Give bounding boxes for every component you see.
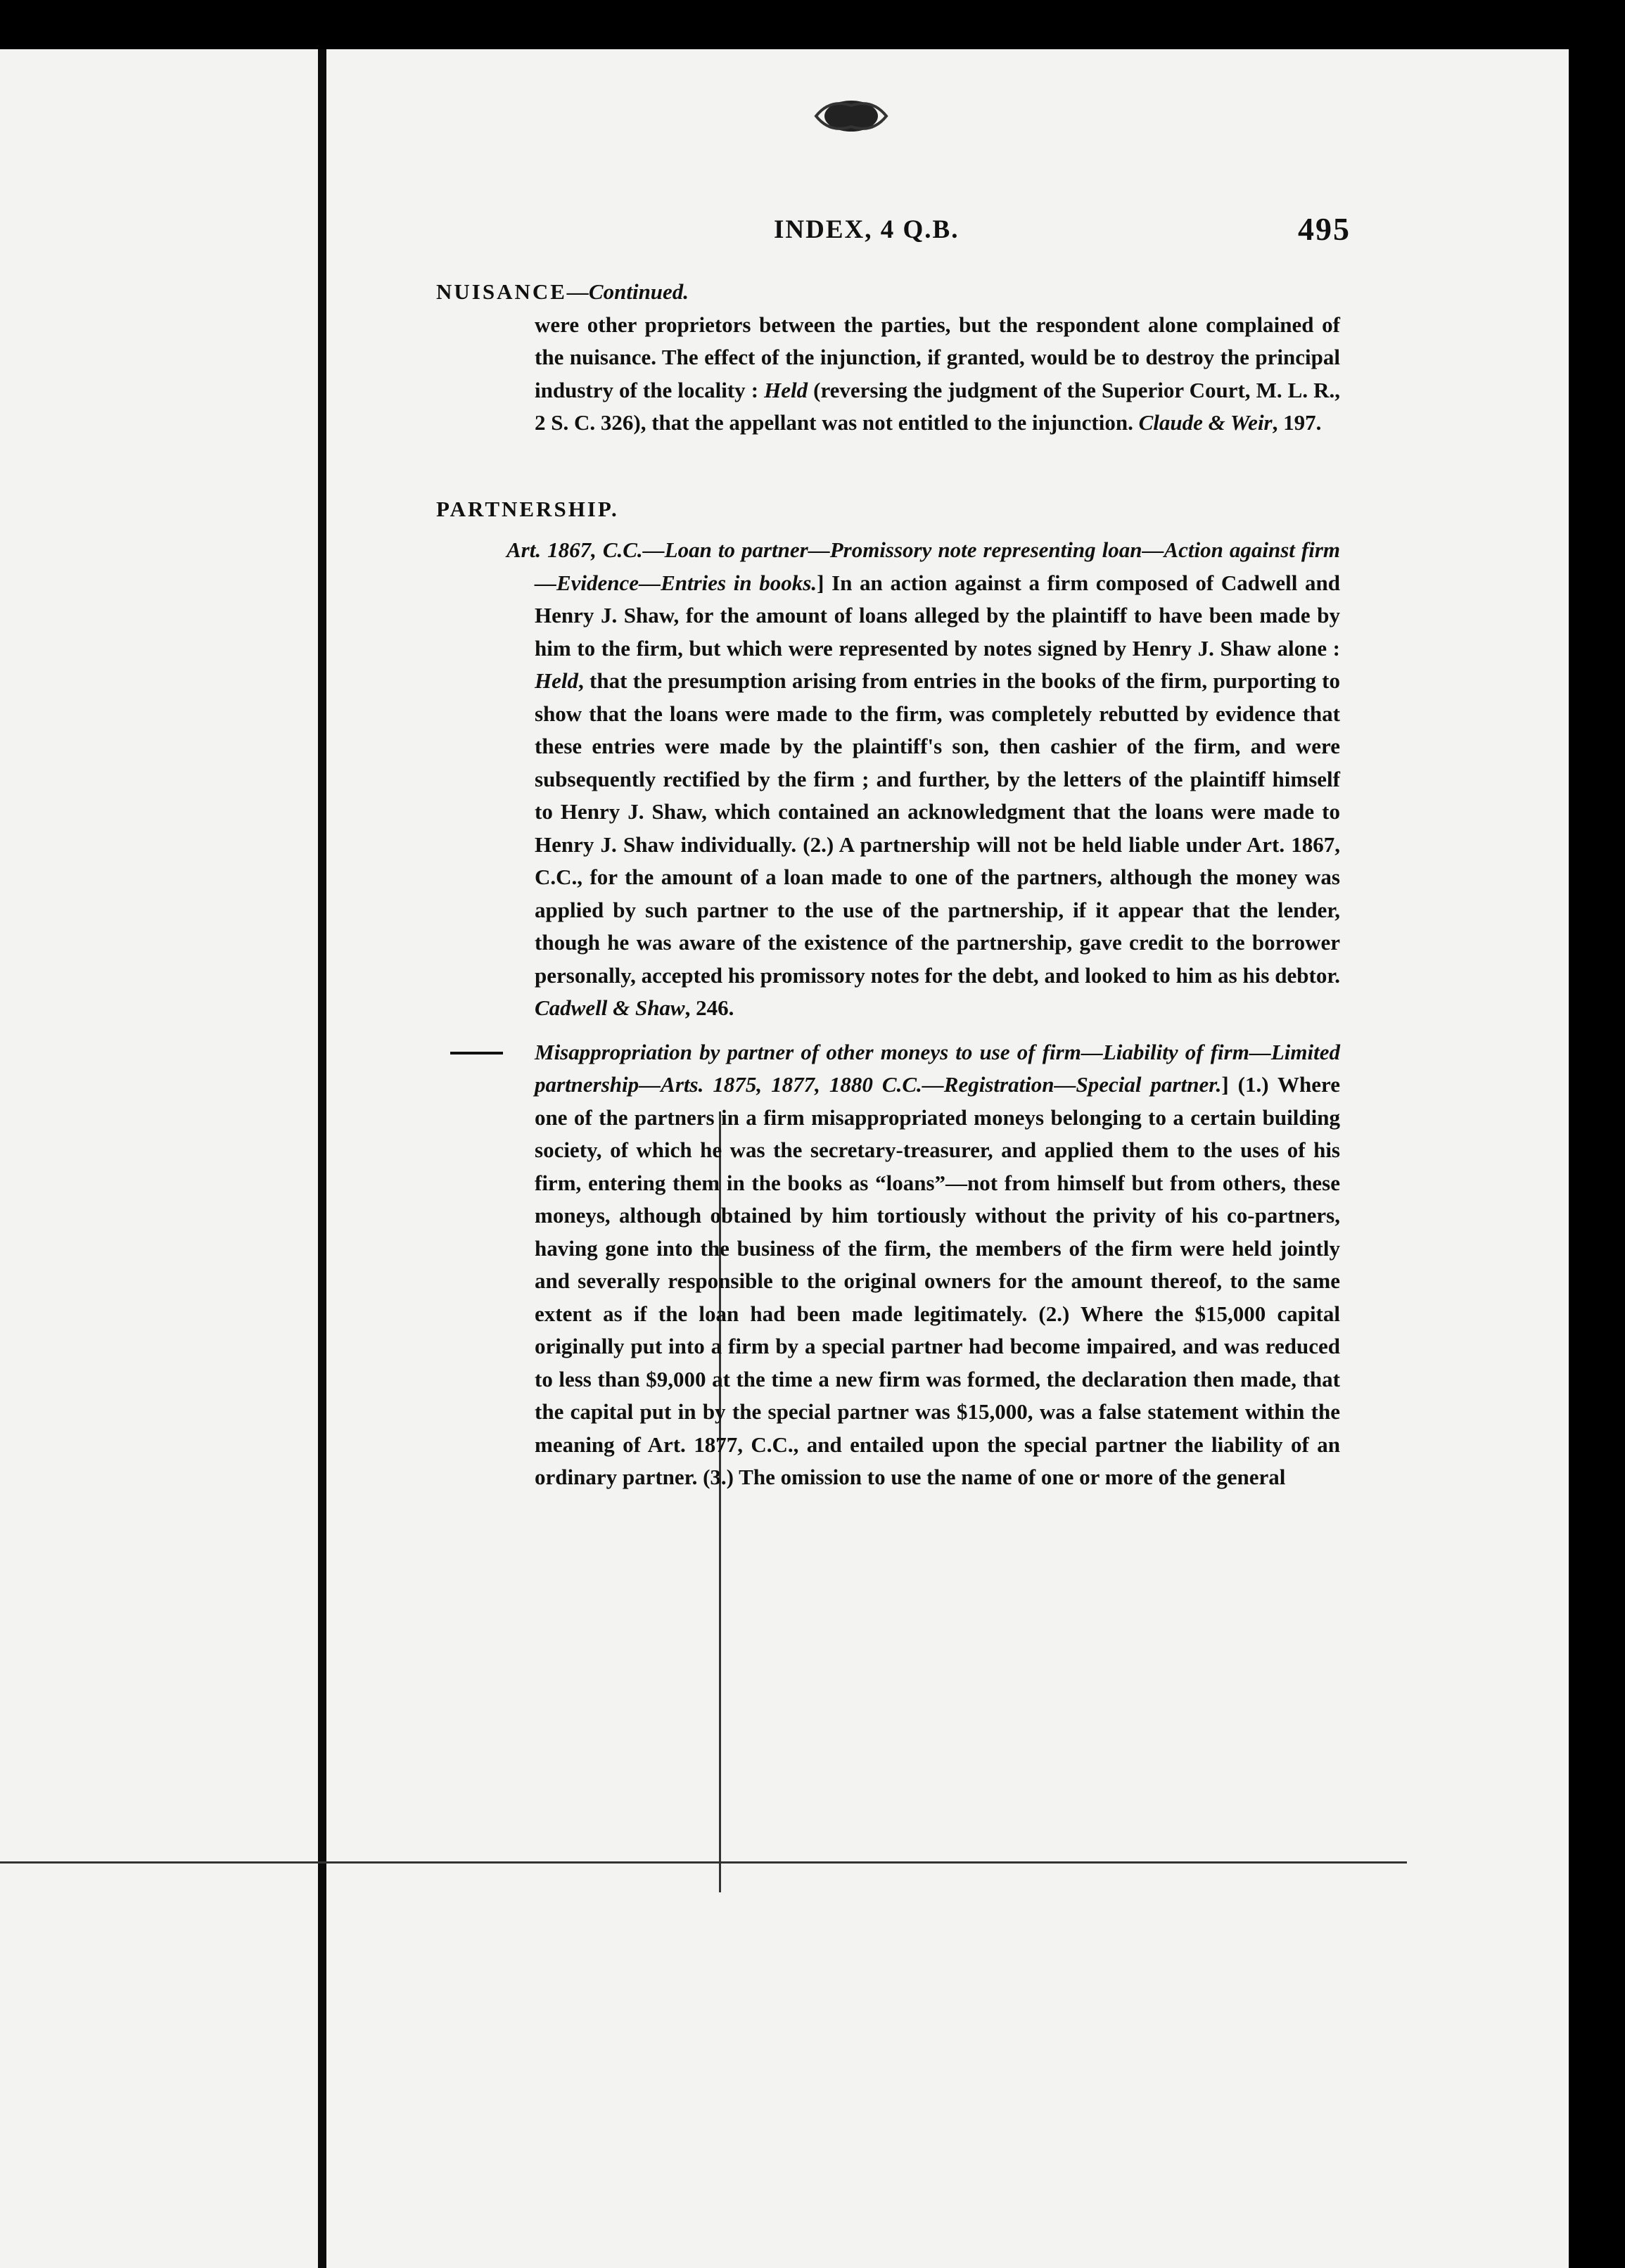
page-number: 495 [1298, 211, 1351, 247]
nuisance-entry: were other proprietors between the parties, but the respondent alone complained of the nuisance. The effect of the injunction, if granted, would be to destroy the principal industry of the locality : Held (reversing the judgment of the Superior Court, M. L. R., 2 S. C. 326), that the appellant was not entitled to the injunction. Claude & Weir, 197. [535, 312, 1340, 435]
partnership-entry-1: Art. 1867, C.C.—Loan to partner—Promissory note representing loan—Action against firm—Evidence—Entries in books.] In an action against a firm composed of Cadwell and Henry J. Shaw, for the amount of loans alleged by the plaintiff to have been made by him to the firm, but which were represented by notes signed by Henry J. Shaw alone : Held, that the presumption arising from entries in the books of the firm, purporting to show that the loans were made to the firm, was completely rebutted by evidence that these entries were made by the plaintiff's son, then cashier of the firm, and were subsequently rectified by the firm ; and further, by the letters of the plaintiff himself to Henry J. Shaw, which contained an acknowledgment that the loans were made to Henry J. Shaw individually. (2.) A partnership will not be held liable under Art. 1867, C.C., for the amount of a loan made to one of the partners, although the money was applied by such partner to the use of the partnership, if it appear that the lender, though he was aware of the existence of the partnership, gave credit to the borrower personally, accepted his promissory notes for the debt, and looked to him as his debtor. Cadwell & Shaw, 246. [506, 537, 1340, 1020]
nuisance-heading: NUISANCE—Continued. [436, 279, 689, 304]
left-page-fragment [0, 320, 267, 514]
scan-border-right [1569, 0, 1625, 2268]
header-title: INDEX, 4 Q.B. [774, 215, 960, 244]
printer-ornament-icon [788, 84, 915, 148]
partnership-heading: PARTNERSHIP. [436, 496, 619, 521]
binding-fold [318, 49, 326, 2268]
horizontal-scan-line [0, 1861, 1407, 1864]
scan-border-top [0, 0, 1625, 49]
partnership-entry-2: Misappropriation by partner of other moneys to use of firm—Liability of firm—Limited partnership—Arts. 1875, 1877, 1880 C.C.—Registration—Special partner.] (1.) Where one of the partners in a firm misappropriated moneys belonging to a certain building society, of which he was the secretary-treasurer, and applied them to the uses of his firm, entering them in the books as “loans”—not from himself but from others, these moneys, although obtained by him tortiously without the privity of his co-partners, having gone into the business of the firm, the members of the firm were held jointly and severally responsible to the original owners for the amount thereof, to the same extent as if the loan had been made legitimately. (2.) Where the $15,000 capital originally put into a firm by a special partner had become impaired, and was reduced to less than $9,000 at the time a new firm was formed, the declaration then made, that the capital put in by the special partner was $15,000, was a false statement within the meaning of Art. 1877, C.C., and entailed upon the special partner the liability of an ordinary partner. (3.) The omission to use the name of one or more of the general [436, 1036, 1340, 1494]
index-body [436, 276, 1340, 1494]
